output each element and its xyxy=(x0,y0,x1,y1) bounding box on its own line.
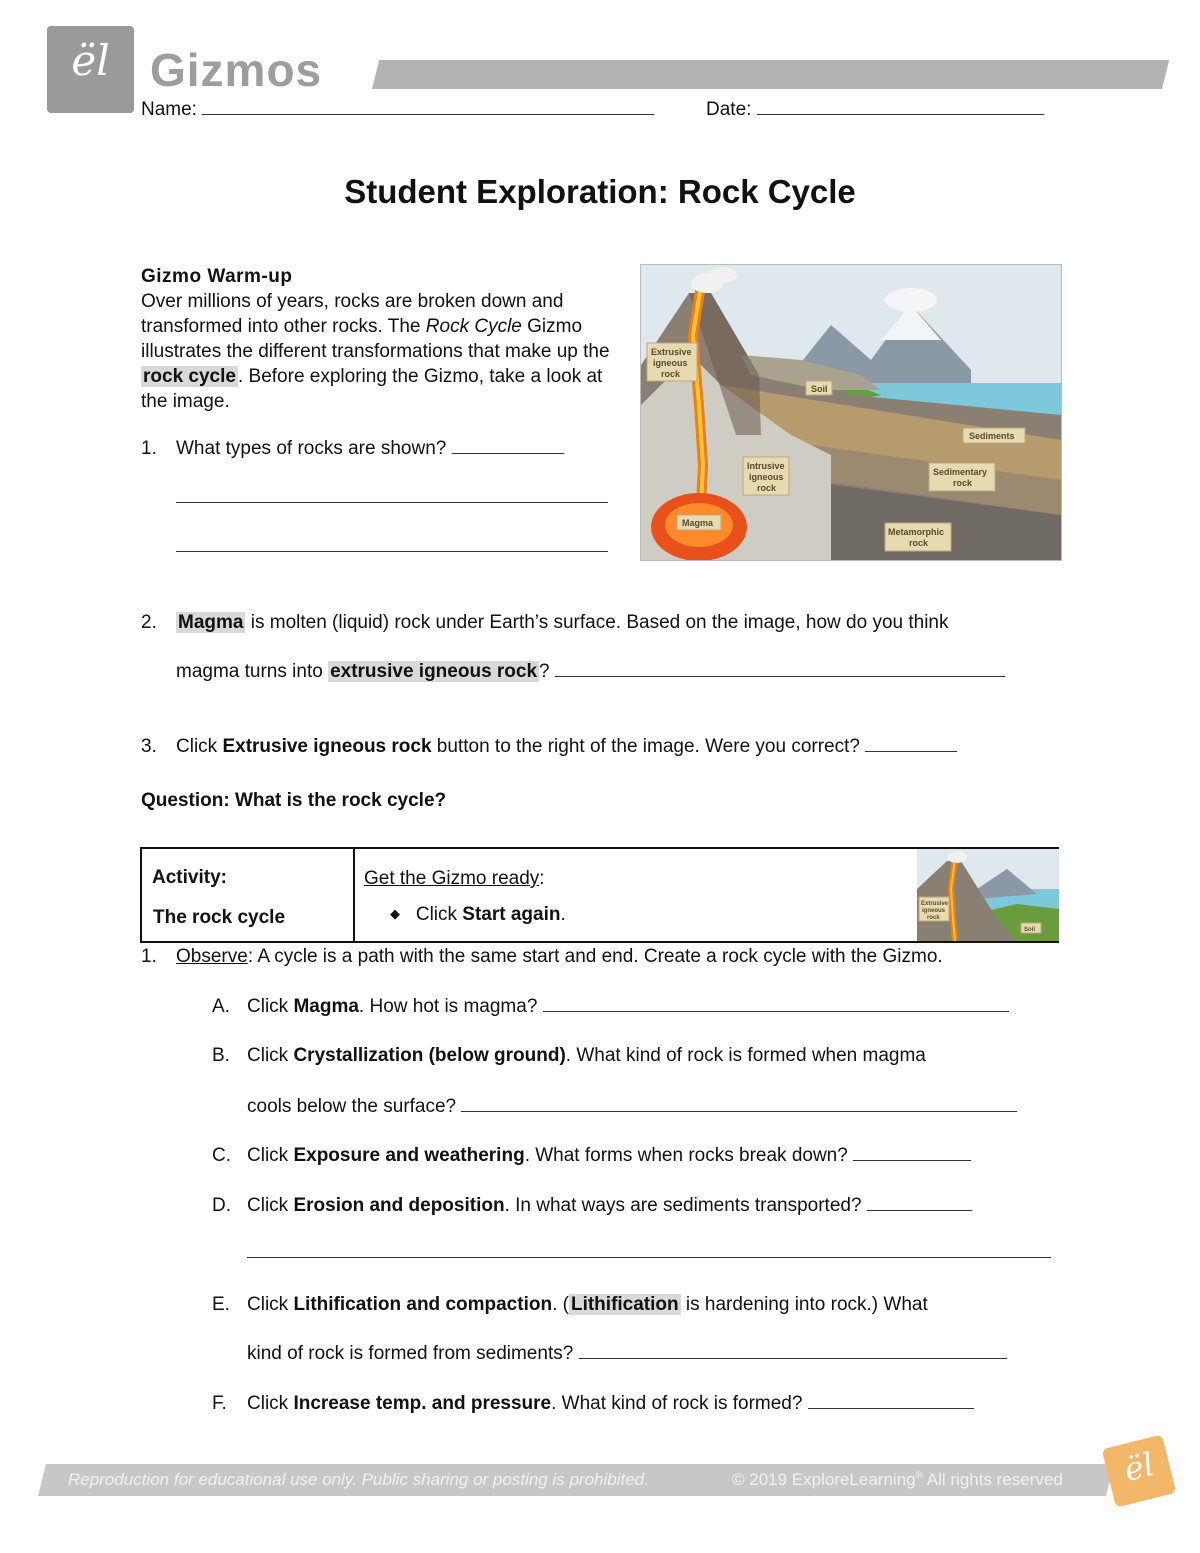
label-metamorphic-1: Metamorphic xyxy=(888,527,945,537)
name-line[interactable] xyxy=(202,114,654,115)
term-magma: Magma xyxy=(178,612,244,633)
label-extrusive-1: Extrusive xyxy=(651,347,692,357)
question-2-line2: magma turns into extrusive igneous rock ? xyxy=(176,661,1005,683)
start-again-instruction: ◆ Click Start again. xyxy=(390,904,566,925)
item-e: E. Click Lithification and compaction. ( Lithification is hardening into rock.) What xyxy=(212,1294,928,1315)
thumb-label-extrusive-3: rock xyxy=(927,915,940,921)
item-e-line2: kind of rock is formed from sediments? xyxy=(247,1343,1007,1365)
item-d: D. Click Erosion and deposition. In what ways are sediments transported? xyxy=(212,1195,972,1217)
page-title: Student Exploration: Rock Cycle xyxy=(344,173,856,210)
answer-line[interactable] xyxy=(867,1210,972,1211)
label-intrusive-3: rock xyxy=(757,483,777,493)
label-magma: Magma xyxy=(682,518,714,528)
label-metamorphic-2: rock xyxy=(909,538,929,548)
explorelearning-logo: ël xyxy=(71,36,110,85)
bullet-icon: ◆ xyxy=(390,906,400,921)
item-c: C. Click Exposure and weathering. What forms when rocks break down? xyxy=(212,1145,971,1167)
header-bar xyxy=(372,60,1169,89)
label-sedimentary-2: rock xyxy=(953,478,973,488)
label-sedimentary-1: Sedimentary xyxy=(933,467,988,477)
activity-name: The rock cycle xyxy=(153,907,286,928)
thumb-label-extrusive-2: igneous xyxy=(922,908,946,914)
date-line[interactable] xyxy=(757,114,1044,115)
thumb-label-soil: Soil xyxy=(1024,927,1036,933)
label-intrusive-2: igneous xyxy=(749,472,784,482)
answer-line[interactable] xyxy=(853,1160,971,1161)
item-f: F. Click Increase temp. and pressure. What kind of rock is formed? xyxy=(212,1393,974,1415)
label-soil: Soil xyxy=(811,384,828,394)
answer-line[interactable] xyxy=(808,1408,974,1409)
term-extrusive-igneous-rock: extrusive igneous rock xyxy=(330,661,538,682)
activity-label: Activity: xyxy=(152,867,227,888)
item-a: A. Click Magma. How hot is magma? xyxy=(212,996,1009,1018)
get-ready: Get the Gizmo ready: xyxy=(364,868,545,889)
answer-line[interactable] xyxy=(461,1111,1017,1112)
item-b: B. Click Crystallization (below ground). What kind of rock is formed when magma xyxy=(212,1045,926,1066)
answer-line[interactable] xyxy=(452,453,564,454)
date-label: Date: xyxy=(706,99,752,120)
warmup-section xyxy=(141,264,621,414)
answer-line[interactable] xyxy=(176,551,608,552)
activity-table xyxy=(140,847,1059,943)
date-field xyxy=(706,99,1044,121)
question-1-text: What types of rocks are shown? xyxy=(176,438,447,459)
warmup-text: Over millions of years, rocks are broken down and transformed into other rocks. The Rock Cycle Gizmo illustrates the different transformations that make up the rock cycle . Before exploring the Gizmo, take a look at the image. xyxy=(141,291,610,412)
question-1: 1. What types of rocks are shown? xyxy=(141,438,564,460)
item-b-line2: cools below the surface? xyxy=(247,1096,1017,1118)
term-rock-cycle: rock cycle xyxy=(143,366,236,387)
label-extrusive-3: rock xyxy=(661,369,681,379)
label-intrusive-1: Intrusive xyxy=(747,461,785,471)
answer-line[interactable] xyxy=(865,751,957,752)
answer-line[interactable] xyxy=(247,1257,1051,1258)
answer-line[interactable] xyxy=(579,1358,1007,1359)
label-sediments: Sediments xyxy=(969,431,1015,441)
footer-copyright: © 2019 ExploreLearning® All rights reserved xyxy=(732,1470,1063,1489)
footer-notice: Reproduction for educational use only. Public sharing or posting is prohibited. xyxy=(68,1470,649,1489)
warmup-heading: Gizmo Warm-up xyxy=(141,266,293,287)
observe-label: Observe xyxy=(176,946,248,967)
activity-label-cell xyxy=(142,849,355,941)
thumb-label-extrusive-1: Extrusive xyxy=(921,901,949,907)
gizmo-thumbnail xyxy=(917,849,1059,941)
get-ready-label: Get the Gizmo ready xyxy=(364,868,540,889)
answer-line[interactable] xyxy=(176,502,608,503)
main-question: Question: What is the rock cycle? xyxy=(141,790,447,811)
rock-cycle-illustration xyxy=(640,264,1062,561)
label-extrusive-2: igneous xyxy=(653,358,688,368)
answer-line[interactable] xyxy=(555,676,1005,677)
name-field xyxy=(141,99,654,121)
question-3: 3. Click Extrusive igneous rock button to the right of the image. Were you correct? xyxy=(141,736,957,758)
term-lithification: Lithification xyxy=(570,1294,679,1315)
question-2: 2. Magma is molten (liquid) rock under Earth’s surface. Based on the image, how do you think xyxy=(141,612,949,633)
footer-logo: ël xyxy=(1120,1445,1158,1489)
observe-instruction: 1. Observe: A cycle is a path with the same start and end. Create a rock cycle with the Gizmo. xyxy=(141,946,943,967)
brand-name: Gizmos xyxy=(150,44,323,96)
name-label: Name: xyxy=(141,99,197,120)
answer-line[interactable] xyxy=(543,1011,1009,1012)
